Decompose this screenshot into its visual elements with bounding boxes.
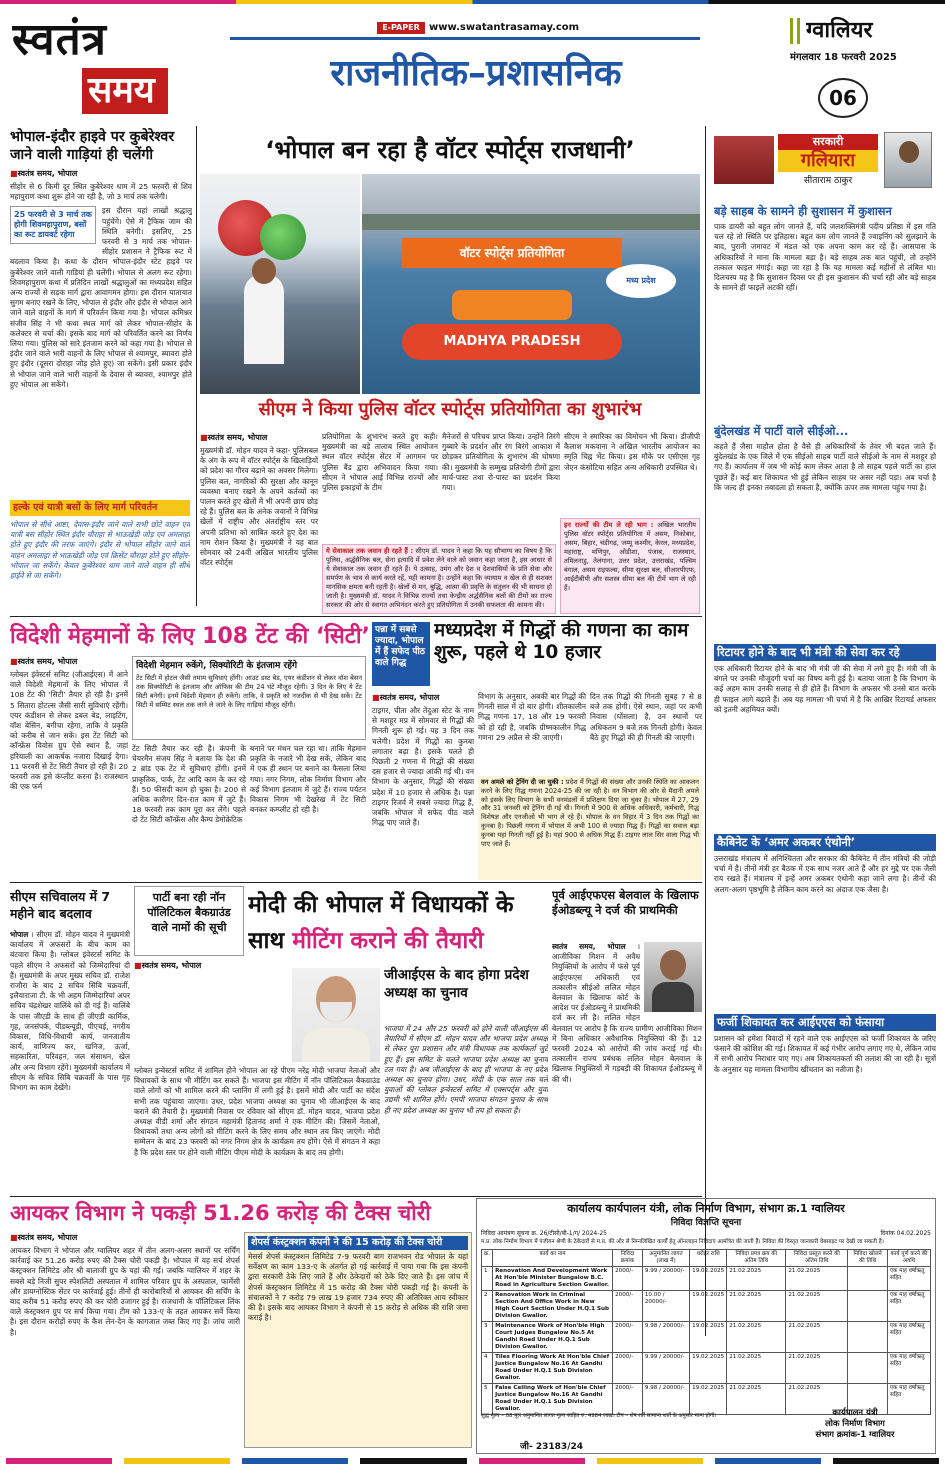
tender-row <box>482 1352 931 1383</box>
column-item <box>714 1014 936 1214</box>
tender-sign-3: संभाग क्रमांक-1 ग्वालियर <box>815 1429 895 1439</box>
route-change-body: भोपाल से सीधे आष्टा, देवास-इंदौर जाने वाले सभी छोटे वाहन एवं यात्री बस सीहोर स्थित इंदौर चौराहा से भाऊखेड़ी जोड़ एवं अमलाहा होते हुए इंदौर की तरफ जाएंगे। इंदौर से भोपाल सीहोर जाने वाले वाहन अमलाहा से भाऊखेड़ी जोड़ एवं क्रिसेंट चौराहा होते हुए सीहोर-भोपाल जा सकेंगे। केवल कुबेरेश्वर धाम जाने वाले वाहन ही सीधे हाईवे से जा सकेंगे। <box>10 520 190 581</box>
party-headline-2a: साथ <box>248 928 285 954</box>
ifs-byline: स्वतंत्र समय, भोपाल <box>552 942 626 951</box>
route-change-heading: हल्के एवं यात्री बसों के लिए मार्ग परिवर्तन <box>10 500 190 516</box>
party-headline-2b: मीटिंग कराने की तैयारी <box>292 928 484 954</box>
vulture-headline: मध्यप्रदेश में गिद्धों की गणना का काम शुरू, पहले थे 10 हजार <box>434 620 689 663</box>
party-headline-1: मोदी की भोपाल में विधायकों के <box>248 892 514 918</box>
tender-cell: Renovation Work in Criminal Section And Office Work in New High Court Section Under H.Q.1 Sub Division Gwalior. <box>493 1290 613 1321</box>
strip-swatch <box>479 1458 585 1464</box>
tender-header-cell: निविदा प्रस्तुत करने की अंतिम तिथि <box>786 1249 848 1266</box>
column-item-body: कहते हैं जैसा माहौल होता है वैसे ही अधिकारियों के तेवर भी बदल जाते हैं। बुंदेलखंड के एक जिले में एक सीईओ साहब पार्टी वाले सीईओ के नाम से मशहूर हो गए हैं। कार्यालय में जब भी कोई काम लेकर आता है तो साहब पहले पार्टी का हाल पूछते हैं। कई बार शिकायत भी हुई लेकिन साहब पर असर नहीं पड़ा। अब चर्चा है कि जल्द ही इनका तबादला हो सकता है, क्योंकि ऊपर तक मामला पहुंच गया है। <box>714 442 936 492</box>
column-item <box>714 204 936 424</box>
tender-header-row <box>482 1249 931 1266</box>
lead-byline: ■ स्वतंत्र समय, भोपाल <box>200 432 318 443</box>
vulture-col-2: विभाग के अनुसार, अबकी बार गिद्धों की गिनती साल में दो बार होगी। शीतकालीन गिद्ध गणना 17, 18 और 19 फरवरी को हो रही है, जबकि ग्रीष्मकालीन गिद्ध गणना 29 अप्रैल से की जाएगी। <box>478 692 586 742</box>
lead-col-1-text: मुख्यमंत्री डॉ. मोहन यादव ने कहा- पुलिसबल के अंग के रूप में वॉटर स्पोर्ट्स के खिलाड़ियों को प्रदेश का गौरव बढ़ाने का अवसर मिलेगा। पुलिस बल, नागरिकों की सुरक्षा और कानून व्यवस्था बनाए रखने के अपने कर्तव्यों का पालन करते हुए खेलों में भी अपनी छाप छोड़ रहे हैं। पुलिस बल के अनेक जवानों ने विभिन्न खेलों में राष्ट्रीय और अंतर्राष्ट्रीय स्तर पर अपनी प्रतिभा को साबित करते हुए देश का नाम रोशन किया है। मुख्यमंत्री ने यह बात सोमवार को 24वीं अखिल भारतीय पुलिस वॉटर स्पोर्ट्स <box>200 446 318 568</box>
column-item-title: बड़े साहब के सामने ही सुशासन में कुशासन <box>714 204 892 218</box>
tender-sign-1: कार्यपालन यंत्री <box>832 1407 878 1417</box>
vulture-byline: ■ स्वतंत्र समय, भोपाल <box>372 692 474 703</box>
tender-row <box>482 1321 931 1352</box>
tax-headline-text: आयकर विभाग ने पकड़ी 51.26 करोड़ की टैक्स चोरी <box>10 1201 431 1225</box>
tender-cell: 21.02.2025 <box>786 1383 848 1414</box>
tender-notice <box>476 1198 936 1454</box>
tender-cell: 2000/- <box>613 1383 643 1414</box>
column-item-title: बुंदेलखंड में पार्टी वाले सीईओ... <box>714 424 849 438</box>
party-byline-wrap <box>134 960 284 974</box>
row-divider-1 <box>10 616 702 617</box>
tender-cell: एक माह वर्षाऋतु सहित <box>887 1290 930 1321</box>
ifs-body: आजीविका मिशन में अवैध नियुक्तियों के आरोप में फंसे पूर्व आईएफएस अधिकारी एवं तत्कालीन सीईओ ललित मोहन बेलवाल के खिलाफ कोर्ट के आदेश पर ईओडब्ल्यू ने प्राथमिकी दर्ज कर ली है। ललित मोहन बेलवाल पर आरोप है कि राज्य ग्रामीण आजीविका मिशन में बिना अधिकार अवैधानिक नियुक्तियां की हैं। 12 फरवरी 2024 को आरोपों की जांच कराई गई थी। तत्कालीन राज्य प्रबंधक ललित मोहन बेलवाल के खिलाफ नियुक्तियों में गड़बड़ी की शिकायत ईओडब्ल्यू में की थी। <box>552 952 702 1084</box>
column-item <box>714 834 936 1014</box>
top-color-strip <box>0 0 945 4</box>
strip-swatch <box>360 1458 466 1464</box>
tax-box-body: मेसर्स शेपर्स कंस्ट्रक्शन लिमिटेड 7-9 फरवरी बाग राजभवन रोड भोपाल के यहां सर्वेक्षण का काम 133-ए के अंतर्गत हो गई कार्रवाई में पाया गया कि इस कंपनी द्वारा सरकारी ठेके लिए जाते हैं और ठेकेदारों को ठेके दिए जाते हैं। इस जांच में शेपर्स कंस्ट्रक्शन लिमिटेड में 15 करोड़ की टैक्स चोरी पकड़ी गई है। कंपनी के संचालकों ने 7 करोड़ 79 लाख 19 हजार 734 रुपए की अतिरिक्त आय स्वीकार की है। इसके बाद आयकर विभाग ने कंपनी से 15 करोड़ से अधिक की राशि जमा कराई है। <box>248 1252 468 1323</box>
tent-col-3: बनाने पर मंथन चल रहा था। ताकि मेहमान प्रकृति के नजारे भी देख सकें, लेकिन बाद में एक ही स्थान पर बनाने का फैसला लिया गया। नगर निगम, लोक निर्माण विभाग और कई विभाग इंतजाम में जुटे हैं। राज्य पर्यटन विकास निगम भी देखरेख में टेंट सिटी बनकर कम्प्लीट हो रही है। <box>250 744 366 815</box>
column-item-body: एक अधिकारी रिटायर होने के बाद भी मंत्री जी की सेवा में लगे हुए हैं। मंत्री जी के बंगले पर उनकी मौजूदगी चर्चा का विषय बनी हुई है। बताया जाता है कि विभाग के कई अहम काम उनकी सलाह से ही होते हैं। विभाग के अफसर भी उनसे बात करके ही फाइल आगे बढ़ाते हैं। अब यह मामला भी चर्चा में है कि आखिर रिटायर्ड अफसर को इतनी अहमियत क्यों। <box>714 664 936 714</box>
column-item <box>714 644 936 834</box>
tender-signature <box>785 1407 925 1440</box>
shoreline <box>362 214 700 230</box>
city-ornament <box>790 18 800 44</box>
tender-cell: 21.02.2025 <box>786 1321 848 1352</box>
tax-byline: ■ स्वतंत्र समय, भोपाल <box>10 1232 240 1243</box>
tender-cell: 9.99 / 20000/- <box>642 1266 689 1290</box>
logo-line-2: समय <box>88 69 155 111</box>
belwal-photo <box>644 942 702 1012</box>
strip-swatch <box>242 1458 348 1464</box>
tender-cell: 19.02.2025 <box>690 1290 727 1321</box>
tent-box-body: टेंट सिटी में होटल जैसी तमाम सुविधाएं होंगी। आउट डस्ट बेड, एयर कंडीशन से लेकर वॉश बेसन तक सिक्योरिटी के इंतजाम और ऑफिस की टीम 24 घंटे मौजूद रहेगी। 3 दिन के लिए ये टेंट सिटी बनेगी। इनमें विदेशी मेहमान ही रुकेंगे। ताकि, वे प्रकृति को नजदीक से भी देख सकें। टेंट सिटी में सम्मिट स्थल तक लाने ले जाने के लिए गाड़ियां मौजूद रहेंगी। <box>136 674 362 709</box>
column-item-body: उत्तराखंड मंत्रालय में अनिश्चितता और सरकार की कैबिनेट में तीन मंत्रियों की जोड़ी चर्चा में है। तीनों मंत्री हर बैठक में एक साथ नजर आते हैं और हर मुद्दे पर एक जैसी राय रखते हैं। मंत्रालय में इन्हें अमर अकबर एंथोनी कहा जाने लगा है। तीनों की अलग-अलग पृष्ठभूमि है लेकिन काम करने का अंदाज एक जैसा है। <box>714 854 936 894</box>
lead-box-1-title: ये सेवाकाल तक जवान ही रहते हैं : <box>326 547 414 555</box>
tender-header-cell: निविदा प्रपत्र क्रय की अंतिम तिथि <box>727 1249 786 1266</box>
ifs-body-wrap: स्वतंत्र समय, भोपाल । आजीविका मिशन में अवैध नियुक्तियों के आरोप में फंसे पूर्व आईएफएस अधिकारी एवं तत्कालीन सीईओ ललित मोहन बेलवाल के खिलाफ कोर्ट के आदेश पर ईओडब्ल्यू ने प्राथमिकी दर्ज कर ली है। ललित मोहन बेलवाल पर आरोप है कि राज्य ग्रामीण आजीविका मिशन में बिना अधिकार अवैधानिक नियुक्तियां की हैं। 12 फरवरी 2024 को आरोपों की जांच कराई गई थी। तत्कालीन राज्य प्रबंधक ललित मोहन बेलवाल के खिलाफ नियुक्तियों में गड़बड़ी की शिकायत ईओडब्ल्यू में की थी। <box>552 942 702 1084</box>
lead-col-1 <box>200 432 318 612</box>
lead-box-2-body: अखिल भारतीय पुलिस वॉटर स्पोर्ट्स प्रतियोगिता में असम, निकोबार, असम, बिहार, चंडीगढ़, जम्मू कश्मीर, केरल, मध्यप्रदेश, महाराष्ट्र, मणिपुर, ओडीशा, पंजाब, राजस्थान, तमिलनाडु, तेलंगाना, उत्तर प्रदेश, उत्तराखंड, पश्चिम बंगाल, असम राइफल्स, सीमा सुरक्षा बल, सीआरपीएफ, आईटीबीपी और सशस्त्र सीमा बल की टीमें भाग ले रही हैं। <box>564 521 696 592</box>
epaper-label: E-PAPER <box>377 22 425 34</box>
lead-col-2: प्रतियोगिता के शुभारंभ करते हुए कही। मुख्यमंत्री का बड़े तालाब स्थित आयोजन स्थल वॉटर स्पोर्ट्स सेंटर में आगमन पर पुलिस बैंड द्वारा अभिवादन किया गया। सीएम ने भोपाल आई विभिन्न राज्यों और पुलिस इकाइयों के टीम <box>322 432 438 493</box>
column-badge-super: सरकारी <box>778 134 878 150</box>
tender-cell <box>848 1352 888 1383</box>
tender-footnote: शुद्ध मूल्य – 08 मूल अनुमानित लागत मूल्य साहित रु. 4984 लाख। टीप – शेष शर्तें सामान्य शर्तों के अनुसार मान्य होगी। <box>481 1413 717 1419</box>
lead-box-1-body: सीएम डॉ. यादव ने कहा कि यह सौभाग्य का विषय है कि पुलिस, अर्द्धसैनिक बल, सेना इत्यादि में प्रवेश लेने वाले को जवान कहा जाता है, इस आधार से ये सेवाकाल तक जवान ही रहते हैं। ये उत्साह, उमंग और देश व देशवासियों के प्रति सेवा और समर्पण के भाव से कार्य करते रहें, यही कामना है। उन्होंने कहा कि व्यायाम व खेल से ही सशक्त मानसिक क्षमता बनी रहती है। खेलों से मन, बुद्धि, आत्मा की प्रवृत्ति के संतुलन की भी साधना हो जाती है। मुख्यमंत्री डॉ. यादव ने विभिन्न राज्यों तथा केन्द्रीय अर्द्धसैनिक बलों की टीमों का राज्य सरकार की ओर से स्वागत अभिनंदन करते हुए प्रतियोगिता में उनकी सफलता की कामना की। <box>326 547 552 609</box>
lead-quote-text: ‘भोपाल बन रहा है वॉटर स्पोर्ट्स राजधानी’ <box>265 136 635 164</box>
vulture-col-1-text: टाइगर, चीता और तेंदुआ स्टेट के नाम से मशहूर मप्र में सोमवार से गिद्धों की गिनती शुरू हो गई। यह 3 दिन तक चलेगी। प्रदेश में गिद्धों का कुनबा लगातार बढ़ा है। इसके चलते ही पिछली 2 गणना में गिद्धों की संख्या दस हजार से ज्यादा आंकी गई थी। वन विभाग के अनुसार, गिद्धों की संख्या प्रदेश में 10 हजार से अधिक है। पन्ना टाइगर रिजर्व में सबसे ज्यादा गिद्ध हैं, जबकि भोपाल में सफेद पीठ वाले गिद्ध पाए जाते हैं। <box>372 706 474 828</box>
tent-box-title: विदेशी मेहमान रुकेंगे, सिक्योरिटी के इंतजाम रहेंगे <box>136 661 298 671</box>
author-avatar <box>884 132 932 188</box>
speaker-head <box>252 258 276 284</box>
tender-cell: 2 <box>482 1290 493 1321</box>
party-sub-headline: जीआईएस के बाद होगा प्रदेश अध्यक्ष का चुनाव <box>384 967 529 1001</box>
section-title: राजनीतिक–प्रशासनिक <box>330 53 622 94</box>
tent-byline: ■ स्वतंत्र समय, भोपाल <box>10 656 128 667</box>
masthead-rule <box>230 37 700 40</box>
tender-table-wrap <box>477 1249 935 1415</box>
vulture-tag: पन्ना में सबसे ज्यादा, भोपाल में हैं सफेद पीठ वाले गिद्ध <box>372 622 430 686</box>
strip-swatch <box>124 1458 230 1464</box>
life-jackets <box>452 290 572 320</box>
tender-cell: 2000/- <box>613 1266 643 1290</box>
masthead-logo <box>12 14 168 118</box>
kubereshwar-pullquote: 25 फरवरी से 3 मार्च तक होगी शिवमहापुराण, बसों का रूट डायवर्ट रहेगा <box>10 206 96 244</box>
modi-kurta <box>302 1028 370 1062</box>
column-divider <box>196 126 197 606</box>
secretariat-story <box>10 930 130 1188</box>
tender-cell: 21.02.2025 <box>786 1266 848 1290</box>
tender-cell: 9.98 / 20000/- <box>642 1383 689 1414</box>
tender-cell: 21.02.2025 <box>727 1290 786 1321</box>
column-item-title: कैबिनेट के ‘अमर अकबर एंथोनी’ <box>714 834 936 851</box>
tender-cell: एक माह वर्षाऋतु सहित <box>887 1266 930 1290</box>
tender-date: दिनांक 04.02.2025 <box>880 1230 931 1237</box>
column-item-title: रिटायर होने के बाद भी मंत्री की सेवा कर रहे <box>714 644 936 661</box>
tender-cell: 19.02.2025 <box>690 1352 727 1383</box>
tender-cell: 21.02.2025 <box>786 1352 848 1383</box>
tent-headline-text: विदेशी मेहमानों के लिए 108 टेंट की ‘सिटी’ <box>10 624 370 649</box>
tender-header-cell: क्र. <box>482 1249 493 1266</box>
kubereshwar-headline: भोपाल-इंदौर हाइवे पर कुबेरेश्वर जाने वाली गाड़ियां ही चलेंगी <box>10 129 175 163</box>
issue-date: मंगलवार 18 फरवरी 2025 <box>790 52 897 63</box>
tender-row <box>482 1290 931 1321</box>
tender-cell: 3 <box>482 1321 493 1352</box>
tender-cell: एक माह वर्षाऋतु सहित <box>887 1352 930 1383</box>
secretariat-headline: सीएम सचिवालय में 7 महीने बाद बदलाव <box>10 889 110 921</box>
lead-box-2 <box>560 518 700 614</box>
balloon-cluster-green <box>260 214 306 260</box>
tent-col-2: टेंट सिटी तैयार कर रही है। कंपनी के चेयरमैन संजय सिंह ने बताया कि देश की 2 ब्रांड एक टेंट में सुविधाएं होंगी। इनमें प्राकृतिक, पार्क, टेंट आदि काम के कर रहे हैं। 50 फीसदी काम हो चुका है। 200 से अधिक कारीगर दिन-रात काम में जुटे हैं। 18 फरवरी तक काम पूरा कर लेंगे। पहले दो टेंट सिटी कॉन्फ्रेंस और कैम्प डेमोक्रेटिक <box>132 744 246 825</box>
tender-cell: 19.02.2025 <box>690 1321 727 1352</box>
party-headline-2 <box>248 924 548 960</box>
logo-line-1: स्वतंत्र <box>12 14 107 65</box>
tender-cell: 21.02.2025 <box>727 1321 786 1352</box>
tax-headline <box>10 1198 470 1228</box>
lead-box-1 <box>322 544 556 614</box>
tender-header-cell: निविदा क्रमांक <box>613 1249 643 1266</box>
tent-col-1 <box>10 656 128 876</box>
tender-header-cell: धरोहर राशि <box>690 1249 727 1266</box>
vulture-box-body: प्रदेश में गिद्धों की संख्या और उनकी स्थिति का आकलन करने के लिए गिद्ध गणना 2024-25 की जा रही है। वन विभाग की ओर से मैदानी अमले को इसके लिए विभाग के सभी वनमंडलों में प्रशिक्षण दिया जा चुका है। भोपाल में 27, 29 और 31 जनवरी को ट्रेनिंग दी गई थी। गिनती में 900 से अधिक अधिकारी, कर्मचारी, गिद्ध विशेषज्ञ और एनजीओ भी भाग ले रहे हैं। भोपाल के वन विहार में 3 दिन तक गिद्धों का कुनबा है। पिछली गणना में भोपाल में अभी 100 से ज्यादा गिद्ध हैं। गिद्धों का सवाल बढ़ा कुनबा यहां गिनती नहीं हुई है। यहां 900 से अधिक गिद्ध हैं। टाइगर लाल सिर वाला गिद्ध भी पाए जाते हैं। <box>481 778 699 848</box>
tender-cell: एक माह वर्षाऋतु सहित <box>887 1383 930 1414</box>
cm-speech-photo <box>200 174 360 394</box>
lead-col-3: मैनेजरों से परिचय प्राप्त किया। उन्होंने तिरंगे गुब्बारे के प्रदर्शन और रंग बिरंगे आकाश में छोड़कर प्रतियोगिता के शुभारंभ की घोषणा की। मुख्यमंत्री के सम्मुख प्रतियोगी टीमों द्वारा मार्च-पास्ट तथा रो-पास्ट का प्रदर्शन किया गया। <box>442 432 560 493</box>
tender-cell <box>848 1290 888 1321</box>
event-banner: वॉटर स्पोर्ट्स प्रतियोगिता <box>402 238 622 268</box>
avatar-head <box>899 141 919 163</box>
tender-cell: Tiles Flooring Work At Hon'ble Chief Justice Bungalow No.16 At Gandhi Road Under H.Q.1 Sub Division Gwalior. <box>493 1352 613 1383</box>
tender-cell: 5 <box>482 1383 493 1414</box>
tender-sign-2: लोक निर्माण विभाग <box>825 1418 885 1428</box>
tender-ref-row <box>477 1229 935 1238</box>
water-sports-photo <box>362 174 700 394</box>
tax-ref: जी- 23183/24 <box>520 1442 584 1452</box>
ifs-headline: पूर्व आईएफएस बेलवाल के खिलाफ ईओडब्ल्यू ने दर्ज की प्राथमिकी <box>552 888 699 917</box>
column-building-icon <box>714 136 774 184</box>
strip-swatch <box>715 1458 821 1464</box>
lead-box-2-title: इन राज्यों की टीम ले रही भाग : <box>564 521 654 529</box>
tender-header-cell: निविदा खोलने की तिथि <box>848 1249 888 1266</box>
vulture-box-title: वन अमले को ट्रेनिंग दी जा चुकी : <box>481 778 564 786</box>
ifs-story <box>552 942 702 1192</box>
tender-cell: 2000/- <box>613 1290 643 1321</box>
tender-cell: 1 <box>482 1266 493 1290</box>
tender-cell: 21.02.2025 <box>727 1266 786 1290</box>
inflatable-boat: MADHYA PRADESH <box>402 324 622 360</box>
lead-box-2-content <box>564 521 696 593</box>
speaker-figure <box>244 274 284 364</box>
tender-ref: निविदा आमंत्रण सूचना क्र. 26/टीसी/बी-1/ग/ 2024-25 <box>481 1230 608 1237</box>
tender-header-cell: कार्य का नाम <box>493 1249 613 1266</box>
lead-col-4: सीएम ने स्मारिका का विमोचन भी किया। डीजीपी कैलाश मकवाना ने अखिल भारतीय आयोजन का स्मृति चिह्न भेंट किया। इस मौके पर एसीएस गृह जेएन कंसोटिया सहित अन्य अधिकारी उपस्थित थे। <box>564 432 700 472</box>
tender-cell: 21.02.2025 <box>727 1383 786 1414</box>
tent-box <box>132 656 366 740</box>
tender-cell: Maintenance Work of Hon'ble High Court Judges Bungalow No.5 At Gandhi Road Under H.Q.1 Sub Division Gwalior. <box>493 1321 613 1352</box>
tax-body: आयकर विभाग ने भोपाल और ग्वालियर शहर में तीन अलग-अलग स्थानों पर सर्चिंग कार्रवाई कर 51.26 करोड़ रुपए की टैक्स चोरी पकड़ी है। भोपाल में यह सर्च शेपर्स कंस्ट्रक्शन लिमिटेड और श्री बालाजी ग्रुप के यहां की गई। जबकि ग्वालियर में शहर के सबसे बड़े निजी सुपर स्पेशलिटी अस्पताल में शामिल परिवार ग्रुप के अस्पताल, फार्मेसी और डायग्नोस्टिक सेंटर पर कार्रवाई हुई। तीनों ही कारोबारियों से आयकर की सर्चिंग के बाद करीब 51 करोड़ रुपए की कर चोरी उजागर हुई है। राजधानी के पॉलिटिकल लिंक वाले कंस्ट्रक्शन ग्रुप पर सर्च किया गया। टीम को 133-ए के तहत आयकर सर्वे किया है। इस दौरान करोड़ों रुपए के कैश लेन-देन के कागजात जब्त किए गए हैं। जांच जारी है। <box>10 1246 240 1337</box>
tender-cell: 10.00 / 20000/- <box>642 1290 689 1321</box>
tender-cell: False Ceiling Work of Hon'ble Chief Justice Bungalow No.16 At Gandhi Road Under H.Q.1 Sub Division Gwalior. <box>493 1383 613 1414</box>
tax-box <box>244 1232 472 1448</box>
tender-cell: 4 <box>482 1352 493 1383</box>
tender-cell: 21.02.2025 <box>727 1352 786 1383</box>
lead-deck: सीएम ने किया पुलिस वॉटर स्पोर्ट्स प्रतियोगिता का शुभारंभ <box>200 394 700 426</box>
tent-headline <box>10 622 370 652</box>
tender-cell: 2000/- <box>613 1321 643 1352</box>
belwal-face <box>660 950 686 980</box>
tender-header-cell: अनुमानित लागत (लाख में) <box>642 1249 689 1266</box>
tender-cell: 9.99 / 20000/- <box>642 1352 689 1383</box>
kubereshwar-body: इस दौरान यहां लाखों श्रद्धालु पहुंचेंगे। ऐसे में ट्रैफिक जाम की स्थिति बनेगी। इसलिए, 25 फरवरी से 3 मार्च तक भोपाल-सीहोर प्रशासन ने ट्रैफिक रूट में बदलाव किया है। कथा के दौरान भोपाल-इंदौर स्टेट हाइवे पर कुबेरेश्वर जाने वाली गाड़ियां ही चलेंगी। भोपाल से अलग रूट रहेगा। शिवमहापुराण कथा में प्रतिदिन लाखों श्रद्धालुओं का मध्यप्रदेश सहित अन्य राज्यों से सड़क मार्ग द्वारा आवागमन होगा। इस दौरान यातायात सुगम बनाए रखने के लिए, भोपाल से इंदौर और इंदौर से भोपाल आने जाने वाले वाहनों के मार्ग में परिवर्तन किया गया है। भोपाल कमिश्नर संजीव सिंह ने भी कथा स्थल मार्ग को लेकर भोपाल-सीहोर के कलेक्टर से चर्चा की। इसके बाद मार्ग को परिवर्तित करने का निर्णय लिया गया। पुलिस को सारे इंतजाम करने को कहा गया है। भोपाल से इंदौर जाने वाले भारी वाहनों के लिए भोपाल से श्यामपुर, ब्यावरा होते हुए इंदौर (दूसरा दोराहा जोड़ होते हुए) जा सकेंगे। इसी प्रकार इंदौर से भोपाल जाने वाले भारी वाहनों के देवास से ब्यावरा, श्यामपुर होते हुए भोपाल आ सकेंगे। <box>10 206 192 389</box>
party-box: पार्टी बना रही नॉन पॉलिटिकल बैकग्राउंड वाले नामों की सूची <box>134 886 244 956</box>
tender-cell: 19.02.2025 <box>690 1266 727 1290</box>
modi-beard <box>320 1002 352 1022</box>
lead-box-1-content <box>326 547 552 610</box>
vulture-col-1 <box>372 692 474 882</box>
column-badge-title: गलियारा <box>778 150 878 172</box>
kubereshwar-lead: सीहोर से 6 किमी दूर स्थित कुबेरेश्वर धाम में 25 फरवरी से शिव महापुराण कथा शुरू होने जा रही है, जो 3 मार्च तक चलेगी। <box>10 182 192 202</box>
vulture-box <box>478 776 702 880</box>
tender-office: कार्यालय कार्यपालन यंत्री, लोक निर्माण विभाग, संभाग क्र.1 ग्वालियर <box>567 1202 845 1215</box>
tent-col-1-text: ग्लोबल इंवेस्टर्स समिट (जीआईएस) में आने वाले विदेशी मेहमानों के लिए भोपाल में 108 टेंट की ‘सिटी’ तैयार हो रही है। इनमें 5 सितारा होटल्स जैसी सारी सुविधाएं रहेंगी। एयर कंडीशन से लेकर डबल बेड, लाइटिंग, वॉश बेसिन, बगीचा रहेगा, ताकि वे प्रकृति को करीब से जान सकें। इस टेंट सिटी को कॉन्फ्रेंस विवोस ग्रुप ऐसे स्थान है, जहां हरियाली का आकर्षक नजारा दिखाई देगा। 11 फरवरी से टेंट सिटी तैयार हो रही है। 20 फरवरी तक इसे कंप्लीट करना है। राजस्थान की एक फर्म <box>10 670 128 792</box>
vulture-col-3: दिन तक गिद्धों की गिनती सुबह 7 से 8 बजे तक होगी। ऐसे स्थान, जहां पर कभी निवास (घोंसला) है, उन स्थानों पर अधिकतम 9 बजे तक गिनती होगी। केवल बैठे हुए गिद्धों की ही गिनती की जाएगी। <box>590 692 702 742</box>
column-items <box>714 204 936 1334</box>
column-item-body: पाक डायरी को बहुत लोग जानते हैं, यदि जलशक्तिमंत्री पदीय प्रतिष्ठा में इस गति चल रहे तो स्थिति पर इतिहास। बहुत कम लोग जानते हैं ज्वाइनिंग को सुलझाने के बाद, पुरानी जमावट में मंडल को एक अपना काम कर रहे हैं। आसपास के अधिकारियों ने माना कि मामला बड़ा है। बड़े साहब तक बात पहुंची, तो उन्होंने तत्काल फाइल मंगाई। कहा जा रहा है कि यह मामला कई महीनों से लंबित था। दिलचस्प यह है कि सुशासन दिवस पर ही इस कुशासन की चर्चा रही और बड़े साहब के सामने ही फाइलें अटकी रहीं। <box>714 222 936 293</box>
tender-intro: म.प्र. लोक निर्माण विभाग में पंजीयन श्रेणी के ठेकेदारों से म.प्र. की ओर से निम्नलिखित कार्यों हेतु ऑनलाइन निविदाएं आमंत्रित की जाती हैं। निविदा की विस्तृत जानकारी वेबसाइट पर देखी जा सकती है। <box>481 1239 884 1245</box>
tender-row <box>482 1266 931 1290</box>
tax-box-title: शेपर्स कंस्ट्रक्शन कंपनी ने की 15 करोड़ की टैक्स चोरी <box>248 1236 468 1250</box>
tender-cell: 2000/- <box>613 1352 643 1383</box>
belwal-suit <box>652 982 694 1012</box>
bottom-color-strip <box>0 1458 945 1464</box>
party-body: ग्लोबल इन्वेस्टर्स समिट में शामिल होने भोपाल आ रहे पीएम नरेंद्र मोदी भाजपा नेताओं और विधायकों के साथ भी मीटिंग कर सकते हैं। भाजपा इस मीटिंग में नॉन पॉलिटिकल बैकग्राउंड वाले लोगों को भी शामिल करने की प्लानिंग में लगी हुई है। इसमें मोदी और पार्टी का संदेश सभी तक पहुंचाया जाएगा। उधर, प्रदेश भाजपा अध्यक्ष का चुनाव भी जीआईएस के बाद कराने की तैयारी है। मुख्यमंत्री निवास पर रविवार को सीएम डॉ. मोहन यादव, भाजपा प्रदेश अध्यक्ष वीडी शर्मा और संगठन महामंत्री हितानंद शर्मा ने एक मीटिंग की। जिसमें नेताओं, विधायकों तथा अन्य लोगों को मीटिंग करने के लिए समय और स्थान तय किए जाएंगे। मोदी सम्मेलन के बाद 23 फरवरी को नगर निगम क्षेत्र के कार्यक्रम तय होंगे। ऐसे में संगठन ने कहा है कि प्रदेश स्तर पर होने वाली मीटिंग पीएम मोदी के कार्यक्रम के बाद तय होगी। <box>134 1066 380 1157</box>
tender-cell: 9.98 / 20000/- <box>642 1321 689 1352</box>
row-divider-3 <box>10 1196 702 1197</box>
tender-cell <box>848 1266 888 1290</box>
vulture-box-content <box>481 778 699 848</box>
secretariat-body-wrap: भोपाल । सीएम डॉ. मोहन यादव ने मुख्यमंत्री कार्यालय में अफसरों के बीच काम का बंटवारा किया है। ग्लोबल इंवेस्टर्स समिट के पहले सीएम ने अफसरों को जिम्मेदारियां दी हैं। मुख्यमंत्री के अपर मुख्य सचिव डॉ. राजेश राजौरा के बाद 2 सचिव सिबि चक्रवर्ती, इलैयाराजा टी. के भी अहम जिम्मेदारियां अपर सचिव चंद्रशेखर वालिंबे को दी गई हैं। वालिंबे के पास जीएडी के साथ ही जीएडी कार्मिक, गृह, जनसंपर्क, पीडब्ल्यूडी, पीएचई, नगरीय विकास, विधि-विधायी कार्य, जनजातीय कार्य, वाणिज्य कर, खनिज, ऊर्जा, सहकारिता, परिवहन, जल संसाधन, खेल और अन्य विभाग रहेंगे। मुख्यमंत्री कार्यालय में सीएम के सचिव सिबि चक्रवर्ती के पास गृह विभाग का काम देखेंगे। <box>10 930 130 1093</box>
tender-cell: Renovation And Development Work At Hon'ble Minister Bungalow B.C. Road in Agriculture Section Gwalior. <box>493 1266 613 1290</box>
tender-cell: 19.02.2025 <box>690 1383 727 1414</box>
tender-cell: 21.02.2025 <box>786 1290 848 1321</box>
strip-swatch <box>833 1458 939 1464</box>
column-divider-right <box>705 126 706 1336</box>
tender-title: निविदा विज्ञप्ति सूचना <box>670 1218 742 1228</box>
modi-photo <box>292 968 380 1062</box>
party-byline: ■ स्वतंत्र समय, भोपाल <box>134 960 284 971</box>
kubereshwar-byline: ■ स्वतंत्र समय, भोपाल <box>10 168 192 179</box>
secretariat-byline: भोपाल <box>10 930 29 939</box>
lead-quote-headline <box>200 130 700 174</box>
tender-header-cell: कार्य पूर्ण करने की अवधि <box>887 1249 930 1266</box>
row-divider-2 <box>10 882 702 883</box>
tender-table <box>481 1249 931 1415</box>
strip-swatch <box>6 1458 112 1464</box>
mp-badge: मध्य प्रदेश <box>606 264 676 298</box>
column-author: सीताराम ठाकुर <box>803 176 853 186</box>
column-masthead <box>714 130 936 190</box>
party-inset: भाजपा में 24 और 25 फरवरी को होने वाली जीआईएस की तैयारियों में सीएम डॉ. मोहन यादव और भाजपा प्रदेश अध्यक्ष से लेकर पूरा प्रशासन और मंत्री विधायक तक कार्यकर्ता जुटे हुए हैं। इस समिट के चलते भाजपा प्रदेश अध्यक्ष का चुनाव टल गया है। अब जीआईएस के बाद ही भाजपा के नए प्रदेश अध्यक्ष का चुनाव होगा। उधर, मोदी के एक साल तक चले युवाओं की ग्लोबल इन्वेस्टर्स समिट में एक्सपर्ट्स और युवा उद्यमी भी शामिल होंगे। एमपी भाजपा संगठन चुनाव के साथ ही नए प्रदेश अध्यक्ष का चुनाव भी तय हो सकता है। <box>384 1024 548 1115</box>
site-url[interactable]: www.swatantrasamay.com <box>429 22 580 33</box>
column-item <box>714 424 936 644</box>
column-item-title: फर्जी शिकायत कर आईएएस को फंसाया <box>714 1014 936 1031</box>
tender-cell: एक माह वर्षाऋतु सहित <box>887 1321 930 1352</box>
tax-story <box>10 1232 240 1454</box>
page-number: 06 <box>818 78 868 118</box>
column-item-body: प्रशासन को हमेशा विवादों में रहने वाले एक आईएएस को फर्जी शिकायत के जरिए फंसाने की कोशिश की गई। शिकायत में कई गंभीर आरोप लगाए गए थे, लेकिन जांच में सभी आरोप निराधार पाए गए। अब शिकायतकर्ता की तलाश की जा रही है। सूत्रों के अनुसार यह मामला विभागीय खींचतान का नतीजा है। <box>714 1034 936 1074</box>
secretariat-body: सीएम डॉ. मोहन यादव ने मुख्यमंत्री कार्यालय में अफसरों के बीच काम का बंटवारा किया है। ग्लोबल इंवेस्टर्स समिट के पहले सीएम ने अफसरों को जिम्मेदारियां दी हैं। मुख्यमंत्री के अपर मुख्य सचिव डॉ. राजेश राजौरा के बाद 2 सचिव सिबि चक्रवर्ती, इलैयाराजा टी. के भी अहम जिम्मेदारियां अपर सचिव चंद्रशेखर वालिंबे को दी गई हैं। वालिंबे के पास जीएडी के साथ ही जीएडी कार्मिक, गृह, जनसंपर्क, पीडब्ल्यूडी, पीएचई, नगरीय विकास, विधि-विधायी कार्य, जनजातीय कार्य, वाणिज्य कर, खनिज, ऊर्जा, सहकारिता, परिवहन, जल संसाधन, खेल और अन्य विभाग रहेंगे। मुख्यमंत्री कार्यालय में सीएम के सचिव सिबि चक्रवर्ती के पास गृह विभाग का काम देखेंगे। <box>10 930 130 1093</box>
tender-cell <box>848 1321 888 1352</box>
strip-swatch <box>597 1458 703 1464</box>
city-name: ग्वालियर <box>806 18 873 43</box>
